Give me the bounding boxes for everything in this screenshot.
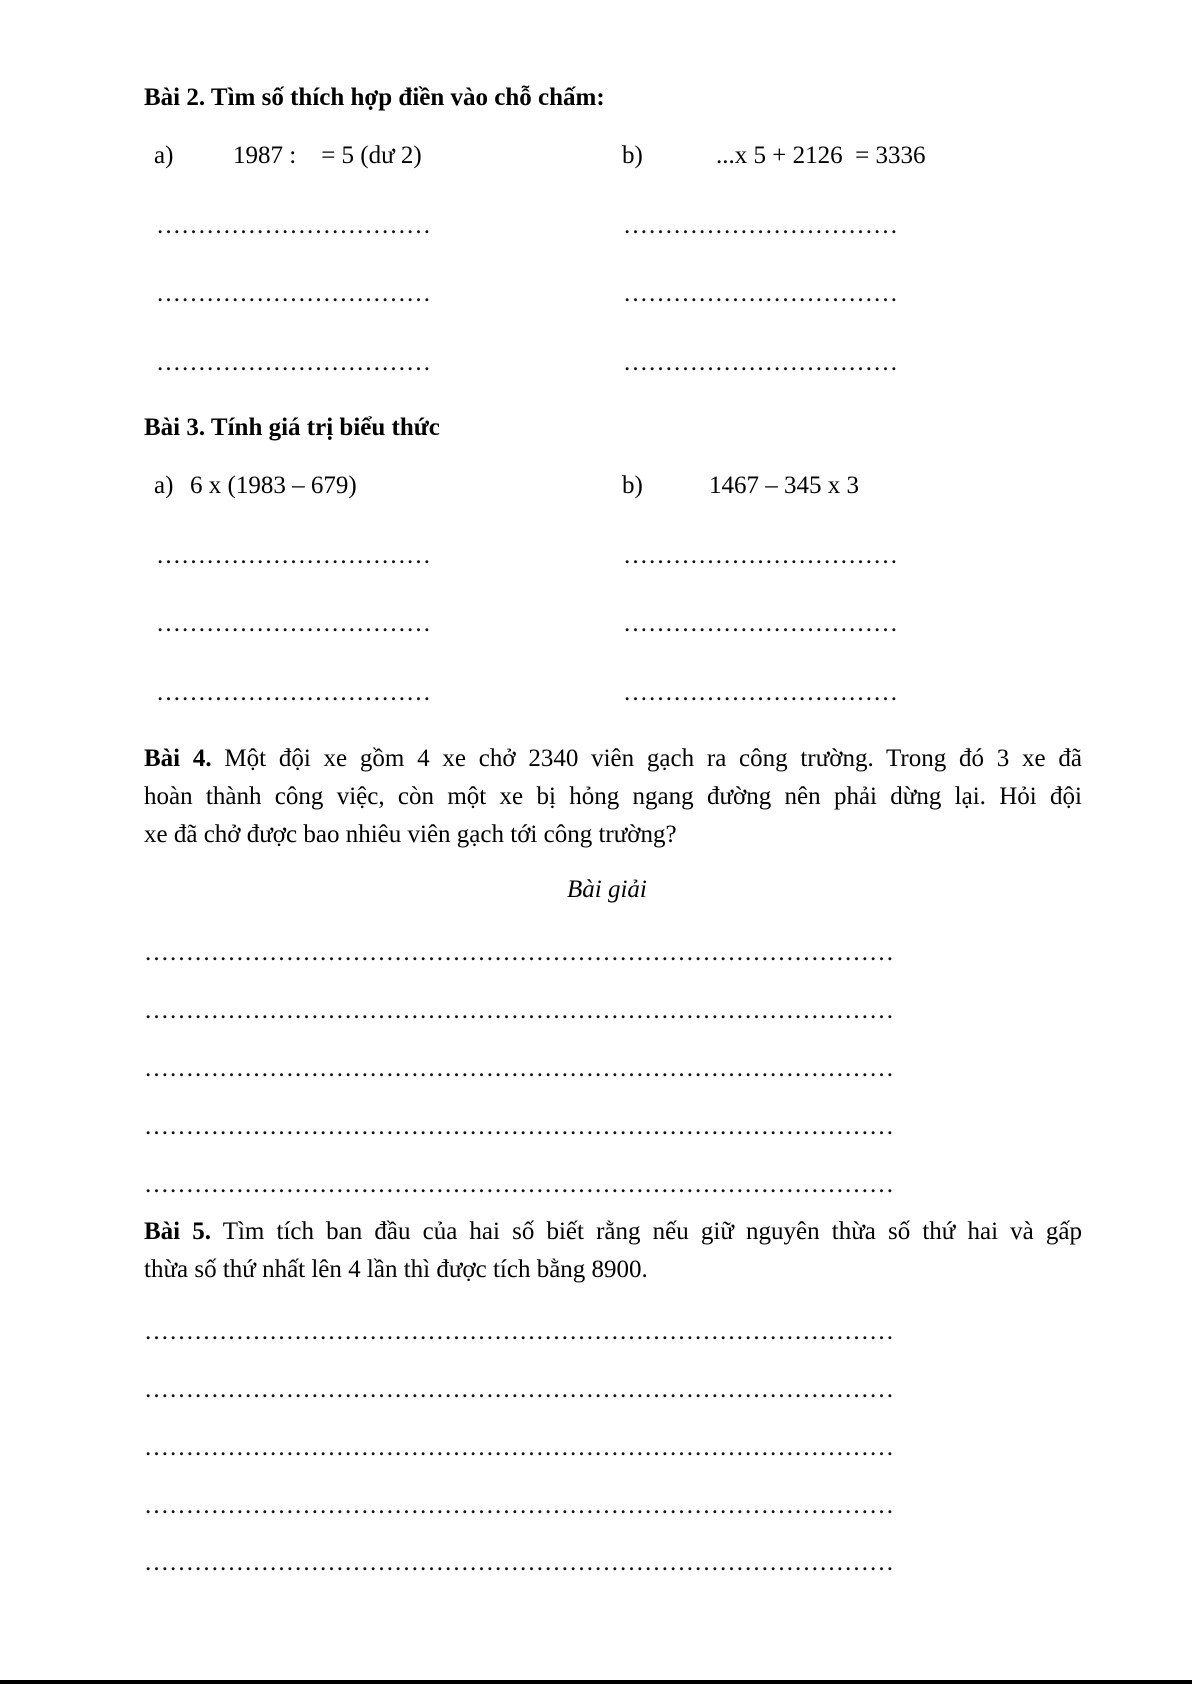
- bai2-a-answer-line-3[interactable]: ……………………………: [156, 350, 431, 375]
- bai2-a-label: a): [154, 142, 174, 169]
- bai3-a-answer-line-3[interactable]: ……………………………: [156, 680, 431, 705]
- bai2-b-label: b): [622, 142, 643, 169]
- bai4-problem: [144, 740, 1082, 854]
- bai5-label: Bài 5.: [144, 1218, 212, 1245]
- bai3-title: Bài 3. Tính giá trị biểu thức: [144, 414, 440, 441]
- bai4-answer-line-5[interactable]: ………………………………………………………………………………: [144, 1172, 894, 1197]
- bai2-b-answer-line-1[interactable]: ……………………………: [623, 213, 898, 238]
- bai3-b-answer-line-1[interactable]: ……………………………: [623, 543, 898, 568]
- bai5-line-2: thừa số thứ nhất lên 4 lần thì được tích bằng 8900.: [144, 1256, 648, 1283]
- bai4-solution-heading: Bài giải: [567, 876, 647, 903]
- bai2-title: Bài 2. Tìm số thích hợp điền vào chỗ chấm:: [144, 84, 605, 111]
- bai3-b-expression: 1467 – 345 x 3: [709, 472, 859, 499]
- bai5-answer-line-2[interactable]: ………………………………………………………………………………: [144, 1377, 894, 1402]
- bai5-answer-line-1[interactable]: ………………………………………………………………………………: [144, 1319, 894, 1344]
- page-bottom-edge: [0, 1680, 1192, 1684]
- bai2-b-answer-line-3[interactable]: ……………………………: [623, 350, 898, 375]
- bai4-answer-line-4[interactable]: ………………………………………………………………………………: [144, 1114, 894, 1139]
- bai5-line-1: Bài 5. Tìm tích ban đầu của hai số biết rằng nếu giữ nguyên thừa số thứ hai và gấp: [144, 1218, 1082, 1245]
- bai3-a-label: a): [154, 472, 174, 499]
- bai3-a-expression: 6 x (1983 – 679): [190, 472, 357, 499]
- bai2-a-expression: 1987 : = 5 (dư 2): [233, 142, 422, 169]
- bai4-answer-line-2[interactable]: ………………………………………………………………………………: [144, 998, 894, 1023]
- bai5-answer-line-5[interactable]: ………………………………………………………………………………: [144, 1550, 894, 1575]
- bai4-label: Bài 4.: [144, 745, 212, 772]
- bai3-a-answer-line-2[interactable]: ……………………………: [156, 611, 431, 636]
- bai2-a-answer-line-1[interactable]: ……………………………: [156, 213, 431, 238]
- bai5-answer-line-3[interactable]: ………………………………………………………………………………: [144, 1435, 894, 1460]
- bai3-b-answer-line-3[interactable]: ……………………………: [623, 680, 898, 705]
- bai3-b-answer-line-2[interactable]: ……………………………: [623, 611, 898, 636]
- bai5-answer-line-4[interactable]: ………………………………………………………………………………: [144, 1493, 894, 1518]
- bai4-line-3: xe đã chở được bao nhiêu viên gạch tới công trường?: [144, 821, 677, 848]
- bai3-a-answer-line-1[interactable]: ……………………………: [156, 543, 431, 568]
- bai2-a-answer-line-2[interactable]: ……………………………: [156, 281, 431, 306]
- bai2-b-answer-line-2[interactable]: ……………………………: [623, 281, 898, 306]
- bai4-line-2: hoàn thành công việc, còn một xe bị hỏng ngang đường nên phải dừng lại. Hỏi đội: [144, 783, 1082, 810]
- bai4-answer-line-1[interactable]: ………………………………………………………………………………: [144, 940, 894, 965]
- bai4-line-1: Bài 4. Một đội xe gồm 4 xe chở 2340 viên gạch ra công trường. Trong đó 3 xe đã: [144, 745, 1082, 772]
- bai2-b-expression: ...x 5 + 2126 = 3336: [716, 142, 926, 169]
- bai5-problem: [144, 1213, 1082, 1289]
- bai3-b-label: b): [622, 472, 643, 499]
- bai4-answer-line-3[interactable]: ………………………………………………………………………………: [144, 1056, 894, 1081]
